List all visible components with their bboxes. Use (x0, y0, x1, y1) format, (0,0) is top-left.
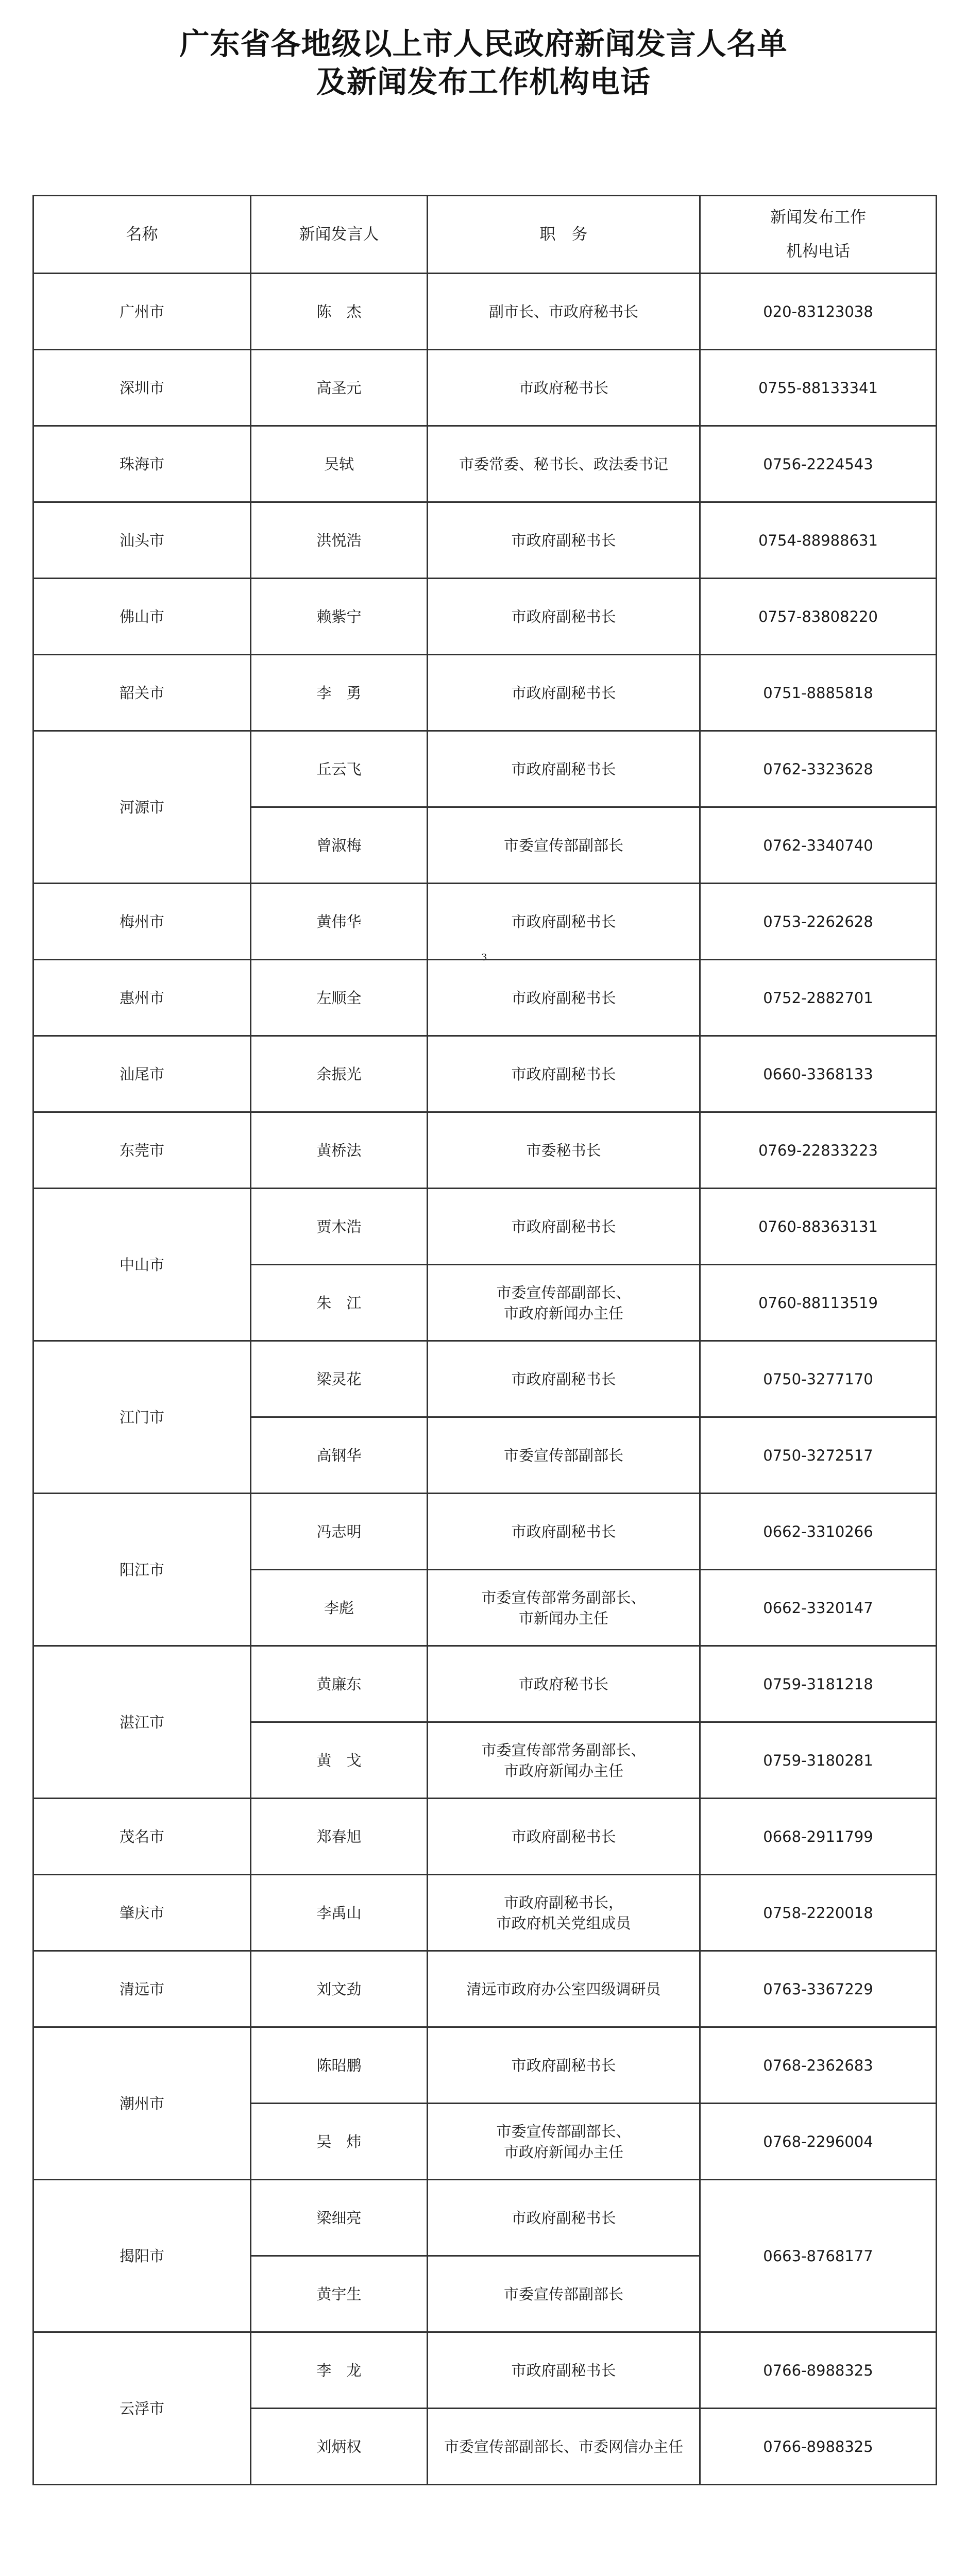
position-cell (428, 2332, 700, 2409)
position-line: 市委宣传部副部长 (503, 1446, 623, 1464)
phone-cell: 0759-3181218 (700, 1646, 937, 1722)
header-phone (700, 196, 937, 274)
phone-cell: 0756-2224543 (700, 426, 937, 502)
position-cell (428, 579, 700, 655)
speaker-cell: 朱 江 (251, 1265, 428, 1341)
phone-cell: 0766-8988325 (700, 2409, 937, 2485)
table-row (33, 426, 937, 502)
position-cell (428, 1722, 700, 1799)
header-speaker: 新闻发言人 (251, 196, 428, 274)
phone-cell: 0768-2362683 (700, 2027, 937, 2104)
position-cell (428, 960, 700, 1036)
position-cell (428, 1112, 700, 1189)
table-row (33, 1112, 937, 1189)
position-cell (428, 1951, 700, 2027)
header-phone-line1: 新闻发布工作 (770, 208, 866, 227)
position-line: 市政府副秘书长， (503, 1893, 623, 1911)
table-row (33, 1951, 937, 2027)
position-line: 市政府副秘书长 (511, 989, 616, 1007)
position-cell (428, 274, 700, 350)
table-row (33, 731, 937, 807)
position-line: 市政府秘书长 (518, 1675, 608, 1693)
speaker-cell: 刘炳权 (251, 2409, 428, 2485)
speaker-cell: 陈昭鹏 (251, 2027, 428, 2104)
city-cell: 汕尾市 (33, 1036, 251, 1112)
position-line: 市委常委、秘书长、政法委书记 (459, 455, 668, 473)
position-line: 市政府副秘书长 (511, 1217, 616, 1235)
position-line: 市政府副秘书长 (511, 912, 616, 930)
phone-cell: 0759-3180281 (700, 1722, 937, 1799)
table-row (33, 1799, 937, 1875)
speaker-cell: 贾木浩 (251, 1189, 428, 1265)
position-cell (428, 2256, 700, 2332)
position-cell (428, 1646, 700, 1722)
phone-cell: 0757-83808220 (700, 579, 937, 655)
phone-cell: 0769-22833223 (700, 1112, 937, 1189)
speaker-cell: 梁细亮 (251, 2180, 428, 2256)
speaker-cell: 洪悦浩 (251, 502, 428, 579)
position-line: 市委秘书长 (526, 1141, 601, 1159)
speaker-cell: 余振光 (251, 1036, 428, 1112)
speaker-cell: 高圣元 (251, 350, 428, 426)
position-line: 市委宣传部副部长 (503, 2285, 623, 2303)
city-cell: 茂名市 (33, 1799, 251, 1875)
table-row (33, 2332, 937, 2409)
position-cell (428, 2409, 700, 2485)
phone-cell: 020-83123038 (700, 274, 937, 350)
speaker-cell: 梁灵花 (251, 1341, 428, 1417)
speaker-cell: 曾淑梅 (251, 807, 428, 884)
city-cell: 清远市 (33, 1951, 251, 2027)
position-line: 市委宣传部常务副部长、 (481, 1741, 646, 1759)
table-row (33, 960, 937, 1036)
city-cell: 潮州市 (33, 2027, 251, 2180)
speaker-cell: 高钢华 (251, 1417, 428, 1494)
phone-cell: 0768-2296004 (700, 2104, 937, 2180)
table-row (33, 1189, 937, 1265)
position-cell (428, 1189, 700, 1265)
position-cell (428, 1417, 700, 1494)
table-row (33, 350, 937, 426)
speaker-cell: 吴 炜 (251, 2104, 428, 2180)
stray-mark: 3 (481, 952, 487, 963)
speaker-cell: 黄宇生 (251, 2256, 428, 2332)
city-cell: 深圳市 (33, 350, 251, 426)
speaker-cell: 左顺全 (251, 960, 428, 1036)
table-row (33, 502, 937, 579)
city-cell: 珠海市 (33, 426, 251, 502)
city-cell: 东莞市 (33, 1112, 251, 1189)
speaker-cell: 冯志明 (251, 1494, 428, 1570)
position-line: 市政府副秘书长 (511, 684, 616, 702)
city-cell: 肇庆市 (33, 1875, 251, 1951)
speaker-cell: 刘文劲 (251, 1951, 428, 2027)
speaker-cell: 李禹山 (251, 1875, 428, 1951)
table-row (33, 1646, 937, 1722)
city-cell: 河源市 (33, 731, 251, 884)
table-row (33, 1341, 937, 1417)
table-header-row (33, 196, 937, 274)
speaker-cell: 陈 杰 (251, 274, 428, 350)
position-cell (428, 2104, 700, 2180)
phone-cell: 0752-2882701 (700, 960, 937, 1036)
city-cell: 广州市 (33, 274, 251, 350)
position-line: 清远市政府办公室四级调研员 (466, 1980, 661, 1998)
position-line: 市政府副秘书长 (511, 1065, 616, 1083)
table-row (33, 1494, 937, 1570)
phone-cell: 0762-3340740 (700, 807, 937, 884)
city-cell: 汕头市 (33, 502, 251, 579)
speaker-cell: 李 龙 (251, 2332, 428, 2409)
speaker-cell: 黄 戈 (251, 1722, 428, 1799)
city-cell: 云浮市 (33, 2332, 251, 2485)
speaker-cell: 黄桥法 (251, 1112, 428, 1189)
phone-cell: 0753-2262628 (700, 884, 937, 960)
position-line: 市委宣传部副部长、 (496, 2122, 631, 2140)
table-row (33, 1875, 937, 1951)
position-cell (428, 426, 700, 502)
position-line: 市政府副秘书长 (511, 1827, 616, 1845)
position-cell (428, 2027, 700, 2104)
table-row (33, 2027, 937, 2104)
speaker-cell: 赖紫宁 (251, 579, 428, 655)
position-line: 市政府秘书长 (518, 379, 608, 397)
position-line: 市新闻办主任 (518, 1609, 608, 1627)
position-cell (428, 1875, 700, 1951)
city-cell: 江门市 (33, 1341, 251, 1494)
position-line: 市委宣传部常务副部长、 (481, 1588, 646, 1606)
phone-cell: 0763-3367229 (700, 1951, 937, 2027)
header-name: 名称 (33, 196, 251, 274)
table-row (33, 1036, 937, 1112)
header-position: 职 务 (428, 196, 700, 274)
table-row (33, 2180, 937, 2256)
position-cell (428, 884, 700, 960)
speaker-cell: 郑春旭 (251, 1799, 428, 1875)
city-cell: 阳江市 (33, 1494, 251, 1646)
position-line: 市政府副秘书长 (511, 531, 616, 549)
position-cell (428, 731, 700, 807)
phone-cell: 0663-8768177 (700, 2180, 937, 2332)
phone-cell: 0662-3310266 (700, 1494, 937, 1570)
phone-cell: 0758-2220018 (700, 1875, 937, 1951)
position-line: 市政府新闻办主任 (503, 1761, 623, 1780)
city-cell: 惠州市 (33, 960, 251, 1036)
city-cell: 中山市 (33, 1189, 251, 1341)
phone-cell: 0760-88363131 (700, 1189, 937, 1265)
spokesperson-table (32, 195, 937, 2485)
phone-cell: 0766-8988325 (700, 2332, 937, 2409)
document-title-line2: 及新闻发布工作机构电话 (316, 64, 651, 99)
city-cell: 韶关市 (33, 655, 251, 731)
speaker-cell: 丘云飞 (251, 731, 428, 807)
position-cell (428, 502, 700, 579)
table-row (33, 655, 937, 731)
phone-cell: 0751-8885818 (700, 655, 937, 731)
position-line: 市政府副秘书长 (511, 1522, 616, 1540)
position-line: 市政府副秘书长 (511, 607, 616, 625)
phone-cell: 0660-3368133 (700, 1036, 937, 1112)
phone-cell: 0750-3272517 (700, 1417, 937, 1494)
document-title-line1: 广东省各地级以上市人民政府新闻发言人名单 (179, 26, 788, 61)
speaker-cell: 黄伟华 (251, 884, 428, 960)
table-row (33, 884, 937, 960)
phone-cell: 0754-88988631 (700, 502, 937, 579)
city-cell: 佛山市 (33, 579, 251, 655)
position-cell (428, 1494, 700, 1570)
position-cell (428, 807, 700, 884)
city-cell: 梅州市 (33, 884, 251, 960)
phone-cell: 0750-3277170 (700, 1341, 937, 1417)
position-cell (428, 350, 700, 426)
speaker-cell: 吴轼 (251, 426, 428, 502)
position-cell (428, 2180, 700, 2256)
position-line: 市政府新闻办主任 (503, 2143, 623, 2161)
speaker-cell: 黄廉东 (251, 1646, 428, 1722)
position-cell (428, 1265, 700, 1341)
position-line: 市政府新闻办主任 (503, 1304, 623, 1322)
phone-cell: 0755-88133341 (700, 350, 937, 426)
speaker-cell: 李彪 (251, 1570, 428, 1646)
phone-cell: 0668-2911799 (700, 1799, 937, 1875)
position-line: 市政府副秘书长 (511, 2361, 616, 2379)
position-cell (428, 655, 700, 731)
phone-cell: 0662-3320147 (700, 1570, 937, 1646)
position-cell (428, 1341, 700, 1417)
phone-cell: 0762-3323628 (700, 731, 937, 807)
position-cell (428, 1036, 700, 1112)
position-line: 市政府机关党组成员 (496, 1914, 631, 1932)
position-line: 市政府副秘书长 (511, 2056, 616, 2074)
position-cell (428, 1799, 700, 1875)
position-line: 市委宣传部副部长、市委网信办主任 (444, 2437, 683, 2455)
table-row (33, 579, 937, 655)
city-cell: 揭阳市 (33, 2180, 251, 2332)
position-line: 市政府副秘书长 (511, 2209, 616, 2227)
speaker-cell: 李 勇 (251, 655, 428, 731)
city-cell: 湛江市 (33, 1646, 251, 1799)
position-cell (428, 1570, 700, 1646)
position-line: 市政府副秘书长 (511, 760, 616, 778)
table-body (33, 274, 937, 2485)
position-line: 市委宣传部副部长 (503, 836, 623, 854)
position-line: 副市长、市政府秘书长 (488, 302, 638, 320)
position-line: 市委宣传部副部长、 (496, 1283, 631, 1301)
position-line: 市政府副秘书长 (511, 1370, 616, 1388)
phone-cell: 0760-88113519 (700, 1265, 937, 1341)
header-phone-line2: 机构电话 (786, 242, 850, 261)
table-row (33, 274, 937, 350)
